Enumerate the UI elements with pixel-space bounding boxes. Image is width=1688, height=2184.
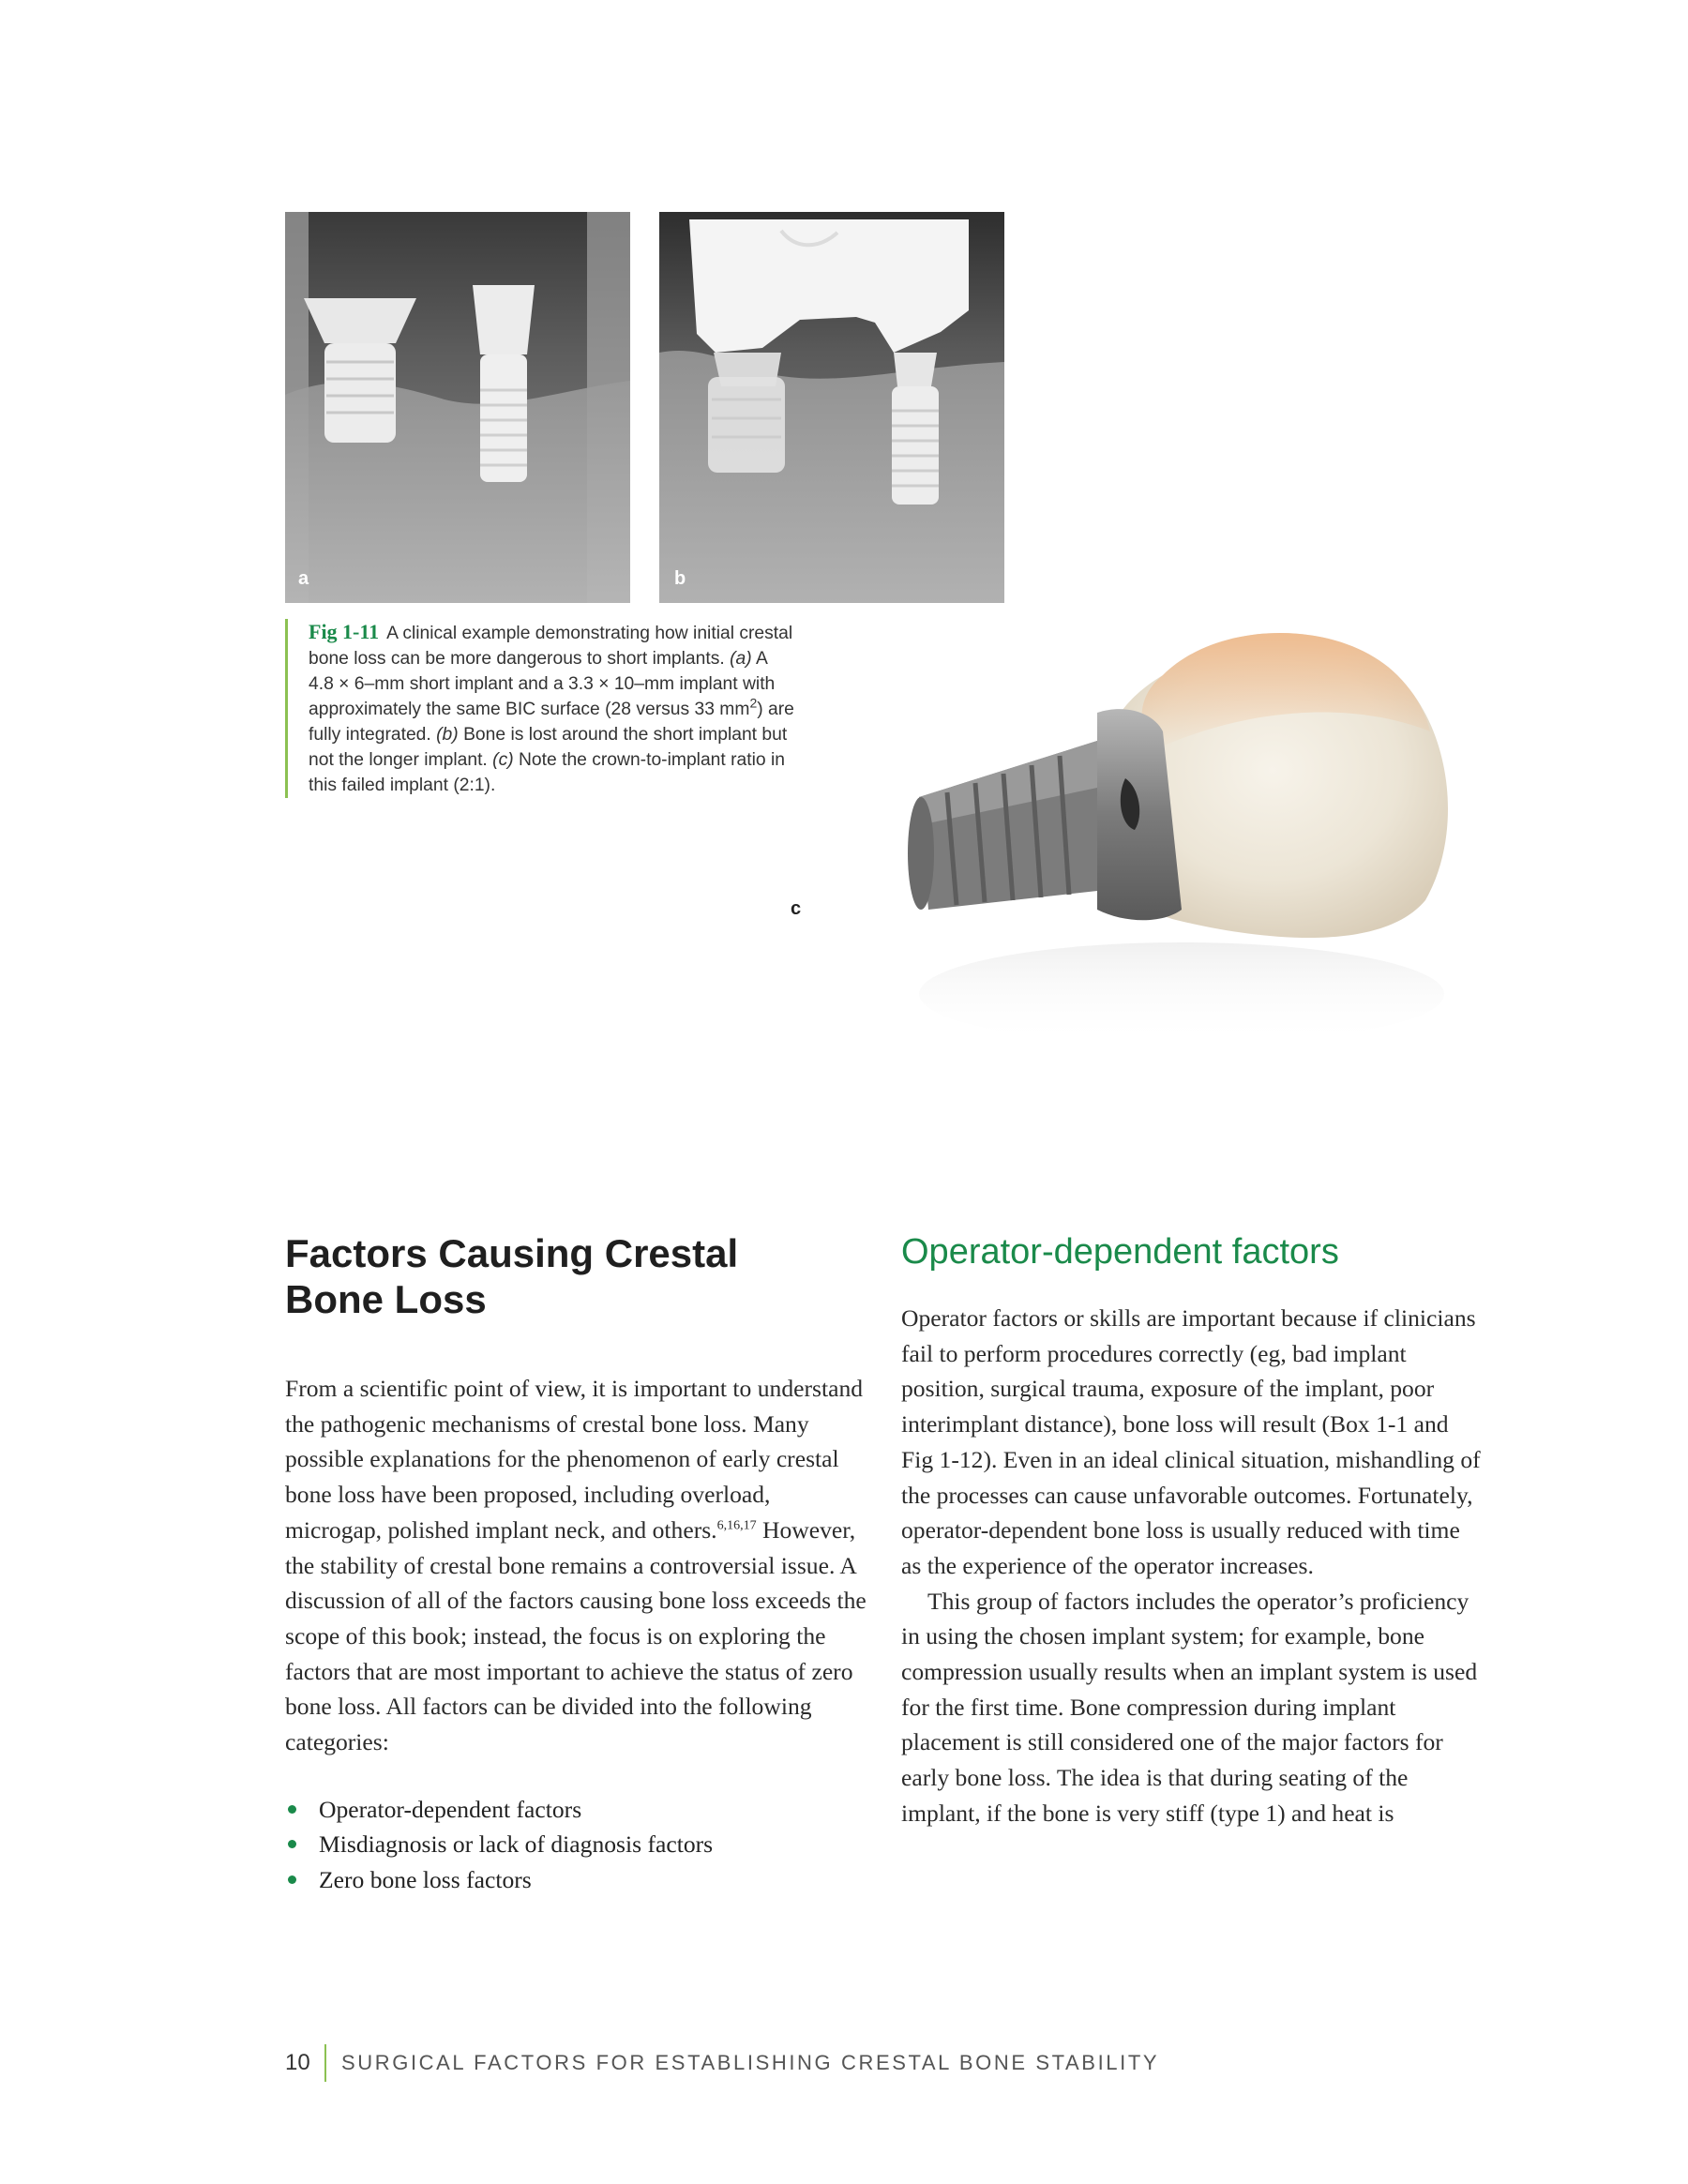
section-heading-factors: Factors Causing Crestal Bone Loss [285,1231,739,1321]
caption-text-4: Bone is lost around the short implant but not the longer implant. [309,725,788,770]
left-paragraph-end: However, the stability of crestal bone remains a controversial issue. A discussion of all of the factors causing bone loss exceeds the scope of this book; instead, the focus is on exploring the factors that are most important to achieve the status of zero bone loss. All factors can be divided into the following categories: [285,1515,867,1756]
bullet-icon [288,1875,296,1884]
list-item-label: Operator-dependent factors [319,1795,582,1823]
panel-label-c: c [791,898,802,919]
caption-tag-b: (b) [436,725,459,745]
section-heading-operator: Operator-dependent factors [901,1232,1339,1272]
caption-tag-c: (c) [492,750,514,770]
caption-text-1: A clinical example demonstrating how initial crestal bone loss can be more dangerous to short implants. [309,624,793,669]
caption-tag-a: (a) [730,649,752,669]
left-paragraph [285,1371,867,1760]
page-footer [285,2044,1159,2082]
bullet-icon [288,1805,296,1814]
caption-superscript: 2 [749,695,758,711]
implant-photo-c [791,600,1472,1107]
figure-caption [285,619,796,798]
left-column [285,1371,867,1898]
list-item [285,1862,867,1898]
xray-image-b [659,212,1004,603]
right-paragraph-2: This group of factors includes the operator’s proficiency in using the chosen implant system; for example, bone compression usually results when an implant system is used for the first time. Bone compression during implant placement is still considered one of the major factors for early bone loss. The idea is that during seating of the implant, if the bone is very stiff (type 1) and heat is [901,1587,1478,1827]
caption-text-5: Note the crown-to-implant ratio in this failed implant (2:1). [309,750,785,795]
implant-crown-illustration [816,600,1472,1107]
xray-image-a [285,212,630,603]
panel-label-b: b [674,568,686,589]
xray-panel-a [285,212,630,603]
list-item [285,1827,867,1862]
right-column [901,1301,1483,1831]
list-item-label: Zero bone loss factors [319,1866,532,1894]
left-paragraph-start: From a scientific point of view, it is important to understand the pathogenic mechanisms of crestal bone loss. Many possible explanations for the phenomenon of early crestal bone loss have been proposed, including overload, microgap, polished implant neck, and others. [285,1375,864,1544]
list-item-label: Misdiagnosis or lack of diagnosis factors [319,1830,714,1859]
caption-text-3: ) are fully integrated. [309,700,794,745]
xray-panel-b [659,212,1004,603]
bullet-icon [288,1840,296,1848]
page-number: 10 [285,2050,310,2075]
list-item [285,1792,867,1828]
panel-label-a: a [298,568,309,589]
figure-label: Fig 1-11 [309,620,380,643]
footer-divider [324,2044,326,2082]
right-paragraph-1: Operator factors or skills are important because if clinicians fail to perform procedures correctly (eg, bad implant position, surgical trauma, exposure of the implant, poor interimplant distance), bone loss will result (Box 1-1 and Fig 1-12). Even in an ideal clinical situation, mishandling of the processes can cause unfavorable outcomes. Fortunately, operator-dependent bone loss is usually reduced with time as the experience of the operator increases. [901,1304,1481,1579]
caption-text-2: A 4.8 × 6–mm short implant and a 3.3 × 10–mm implant with approximately the same BIC surface (28 versus 33 mm [309,649,776,719]
category-list [285,1792,867,1898]
citation-superscript: 6,16,17 [716,1518,757,1533]
running-head: SURGICAL FACTORS FOR ESTABLISHING CRESTAL BONE STABILITY [341,2051,1160,2074]
